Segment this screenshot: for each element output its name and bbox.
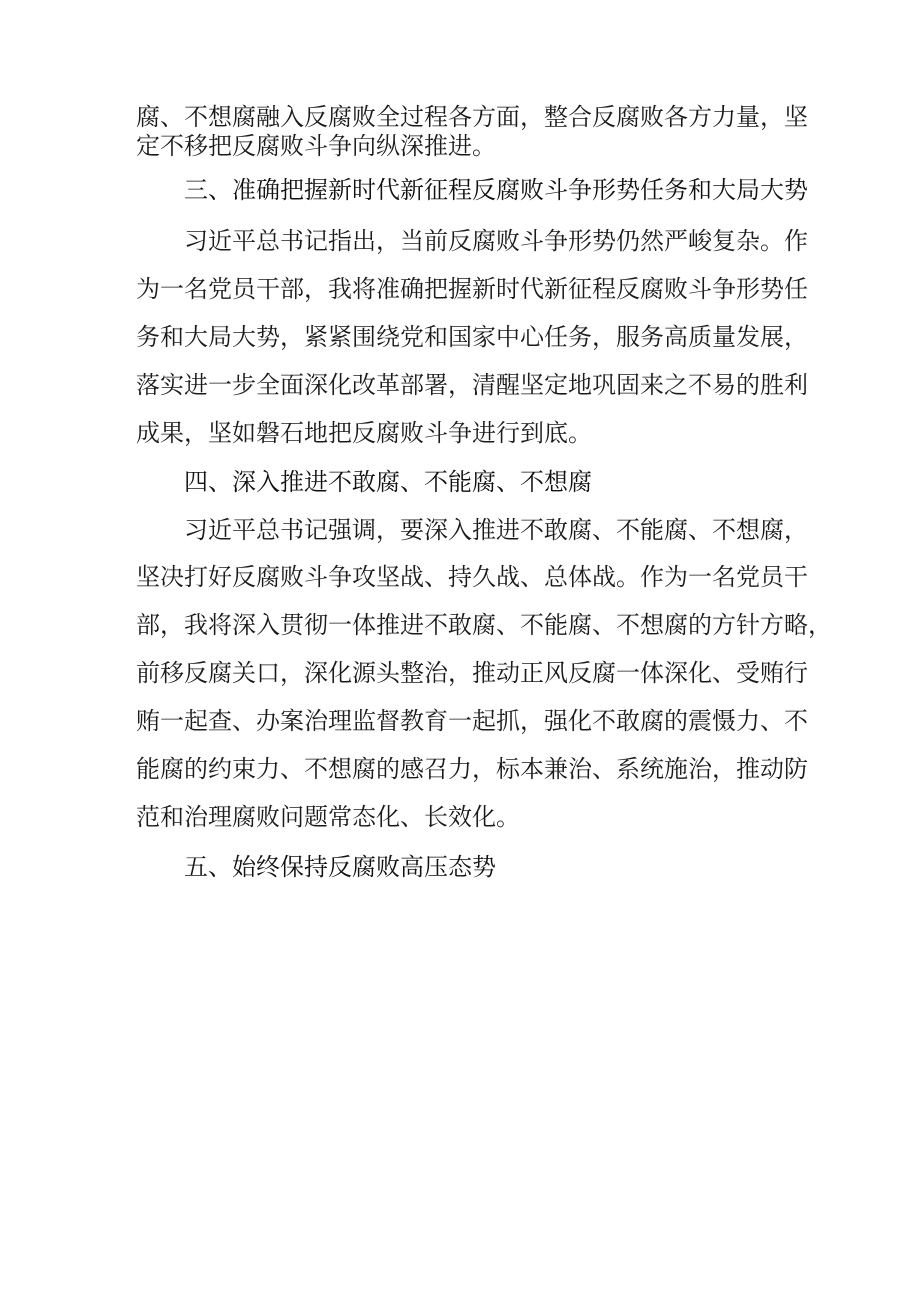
paragraph-line: 为一名党员干部，我将准确把握新时代新征程反腐败斗争形势任 bbox=[136, 275, 808, 303]
paragraph-line: 腐、不想腐融入反腐败全过程各方面，整合反腐败各方力量，坚 bbox=[136, 103, 808, 131]
paragraph-line: 坚决打好反腐败斗争攻坚战、持久战、总体战。作为一名党员干 bbox=[136, 563, 808, 591]
paragraph-line: 部，我将深入贯彻一体推进不敢腐、不能腐、不想腐的方针方略， bbox=[136, 611, 832, 639]
section-heading: 五、始终保持反腐败高压态势 bbox=[184, 853, 496, 881]
paragraph-line: 务和大局大势，紧紧围绕党和国家中心任务，服务高质量发展， bbox=[136, 323, 808, 351]
paragraph-line: 习近平总书记指出，当前反腐败斗争形势仍然严峻复杂。作 bbox=[184, 227, 808, 255]
paragraph-line: 范和治理腐败问题常态化、长效化。 bbox=[136, 803, 520, 831]
paragraph-line: 前移反腐关口，深化源头整治，推动正风反腐一体深化、受贿行 bbox=[136, 659, 808, 687]
section-heading: 三、准确把握新时代新征程反腐败斗争形势任务和大局大势 bbox=[184, 176, 808, 204]
paragraph-line: 能腐的约束力、不想腐的感召力，标本兼治、系统施治，推动防 bbox=[136, 755, 808, 783]
paragraph-line: 贿一起查、办案治理监督教育一起抓，强化不敢腐的震慑力、不 bbox=[136, 707, 808, 735]
paragraph-line: 习近平总书记强调，要深入推进不敢腐、不能腐、不想腐， bbox=[184, 516, 808, 544]
section-heading: 四、深入推进不敢腐、不能腐、不想腐 bbox=[184, 468, 592, 496]
paragraph-line: 落实进一步全面深化改革部署，清醒坚定地巩固来之不易的胜利 bbox=[136, 371, 808, 399]
paragraph-line: 成果，坚如磐石地把反腐败斗争进行到底。 bbox=[136, 419, 592, 447]
paragraph-line: 定不移把反腐败斗争向纵深推进。 bbox=[136, 132, 496, 160]
